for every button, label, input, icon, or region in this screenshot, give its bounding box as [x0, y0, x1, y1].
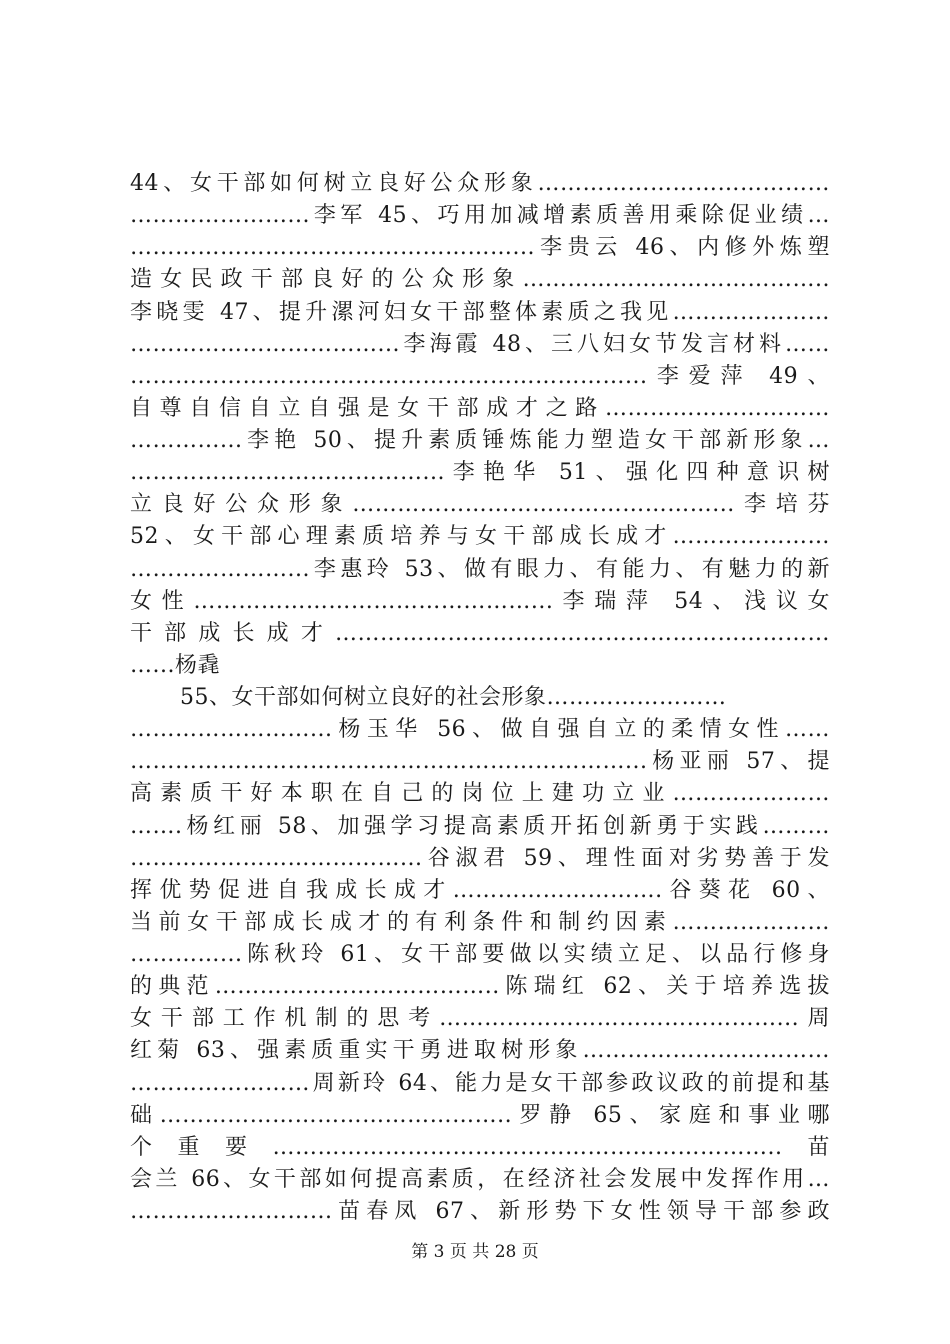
- text-line: ……………………...杨玉华 56、做自强自立的柔情女性……: [130, 717, 830, 742]
- text-line: ……………………...苗春凤 67、新形势下女性领导干部参政: [130, 1199, 830, 1224]
- text-line: …………………………………………………………...杨亚丽 57、提: [130, 749, 830, 774]
- text-line: 55、女干部如何树立良好的社会形象……………………: [180, 685, 727, 710]
- text-line: ………………………………...谷淑君 59、理性面对劣势善于发: [130, 846, 830, 871]
- text-line: 会兰 66、女干部如何提高素质，在经济社会发展中发挥作用…: [130, 1167, 830, 1192]
- text-line: …...杨毳: [130, 653, 220, 678]
- text-line: ……………………………………………...李贵云 46、内修外炼塑: [130, 235, 830, 260]
- text-line: ……………………周新玲 64、能力是女干部参政议政的前提和基: [130, 1071, 830, 1096]
- text-line: 52、女干部心理素质培养与女干部成长成才…………………: [130, 524, 830, 549]
- text-line: 造女民政干部良好的公众形象…………………………………..: [130, 267, 830, 292]
- text-line: 女性………………………………………...李瑞萍 54、浅议女: [130, 589, 830, 614]
- text-line: …………………...李惠玲 53、做有眼力、有能力、有魅力的新: [130, 557, 830, 582]
- text-line: 的典范………………………………..陈瑞红 62、关于培养选拔: [130, 974, 830, 999]
- text-line: 高素质干好本职在自己的岗位上建功立业…………………: [130, 781, 830, 806]
- text-line: 李晓雯 47、提升漯河妇女干部整体素质之我见…………………: [130, 300, 830, 325]
- text-line: …………………………………………………………...李爱萍 49、: [130, 364, 830, 389]
- text-line: ……………………………...李海霞 48、三八妇女节发言材料……: [130, 332, 830, 357]
- text-line: 立良好公众形象…………………………………………...李培芬: [130, 492, 830, 517]
- page-number: 第 3 页 共 28 页: [411, 1242, 539, 1262]
- text-line: …………...李艳 50、提升素质锤炼能力塑造女干部新形象…: [130, 428, 830, 453]
- text-line: …….杨红丽 58、加强学习提高素质开拓创新勇于实践………: [130, 814, 830, 839]
- text-line: 个重要…………………………………………………………..苗: [130, 1135, 830, 1160]
- text-line: …………………...李军 45、巧用加减增素质善用乘除促业绩…: [130, 203, 830, 228]
- text-line: 干部成长成才…………………………………………………………: [130, 621, 830, 646]
- text-line: 自尊自信自立自强是女干部成才之路…………………………: [130, 396, 830, 421]
- text-line: 当前女干部成长成才的有利条件和制约因素…………………: [130, 910, 830, 935]
- text-line: …………………………………...李艳华 51、强化四种意识树: [130, 460, 830, 485]
- text-line: 红菊 63、强素质重实干勇进取树形象……………………………: [130, 1038, 830, 1063]
- text-line: …………...陈秋玲 61、女干部要做以实绩立足、以品行修身: [130, 942, 830, 967]
- text-line: 44、女干部如何树立良好公众形象…………………………………: [130, 171, 830, 196]
- text-line: 挥优势促进自我成长成才……………………….谷葵花 60、: [130, 878, 830, 903]
- text-line: 女干部工作机制的思考………………………………………...周: [130, 1006, 830, 1031]
- text-line: 础………………………………………..罗静 65、家庭和事业哪: [130, 1103, 830, 1128]
